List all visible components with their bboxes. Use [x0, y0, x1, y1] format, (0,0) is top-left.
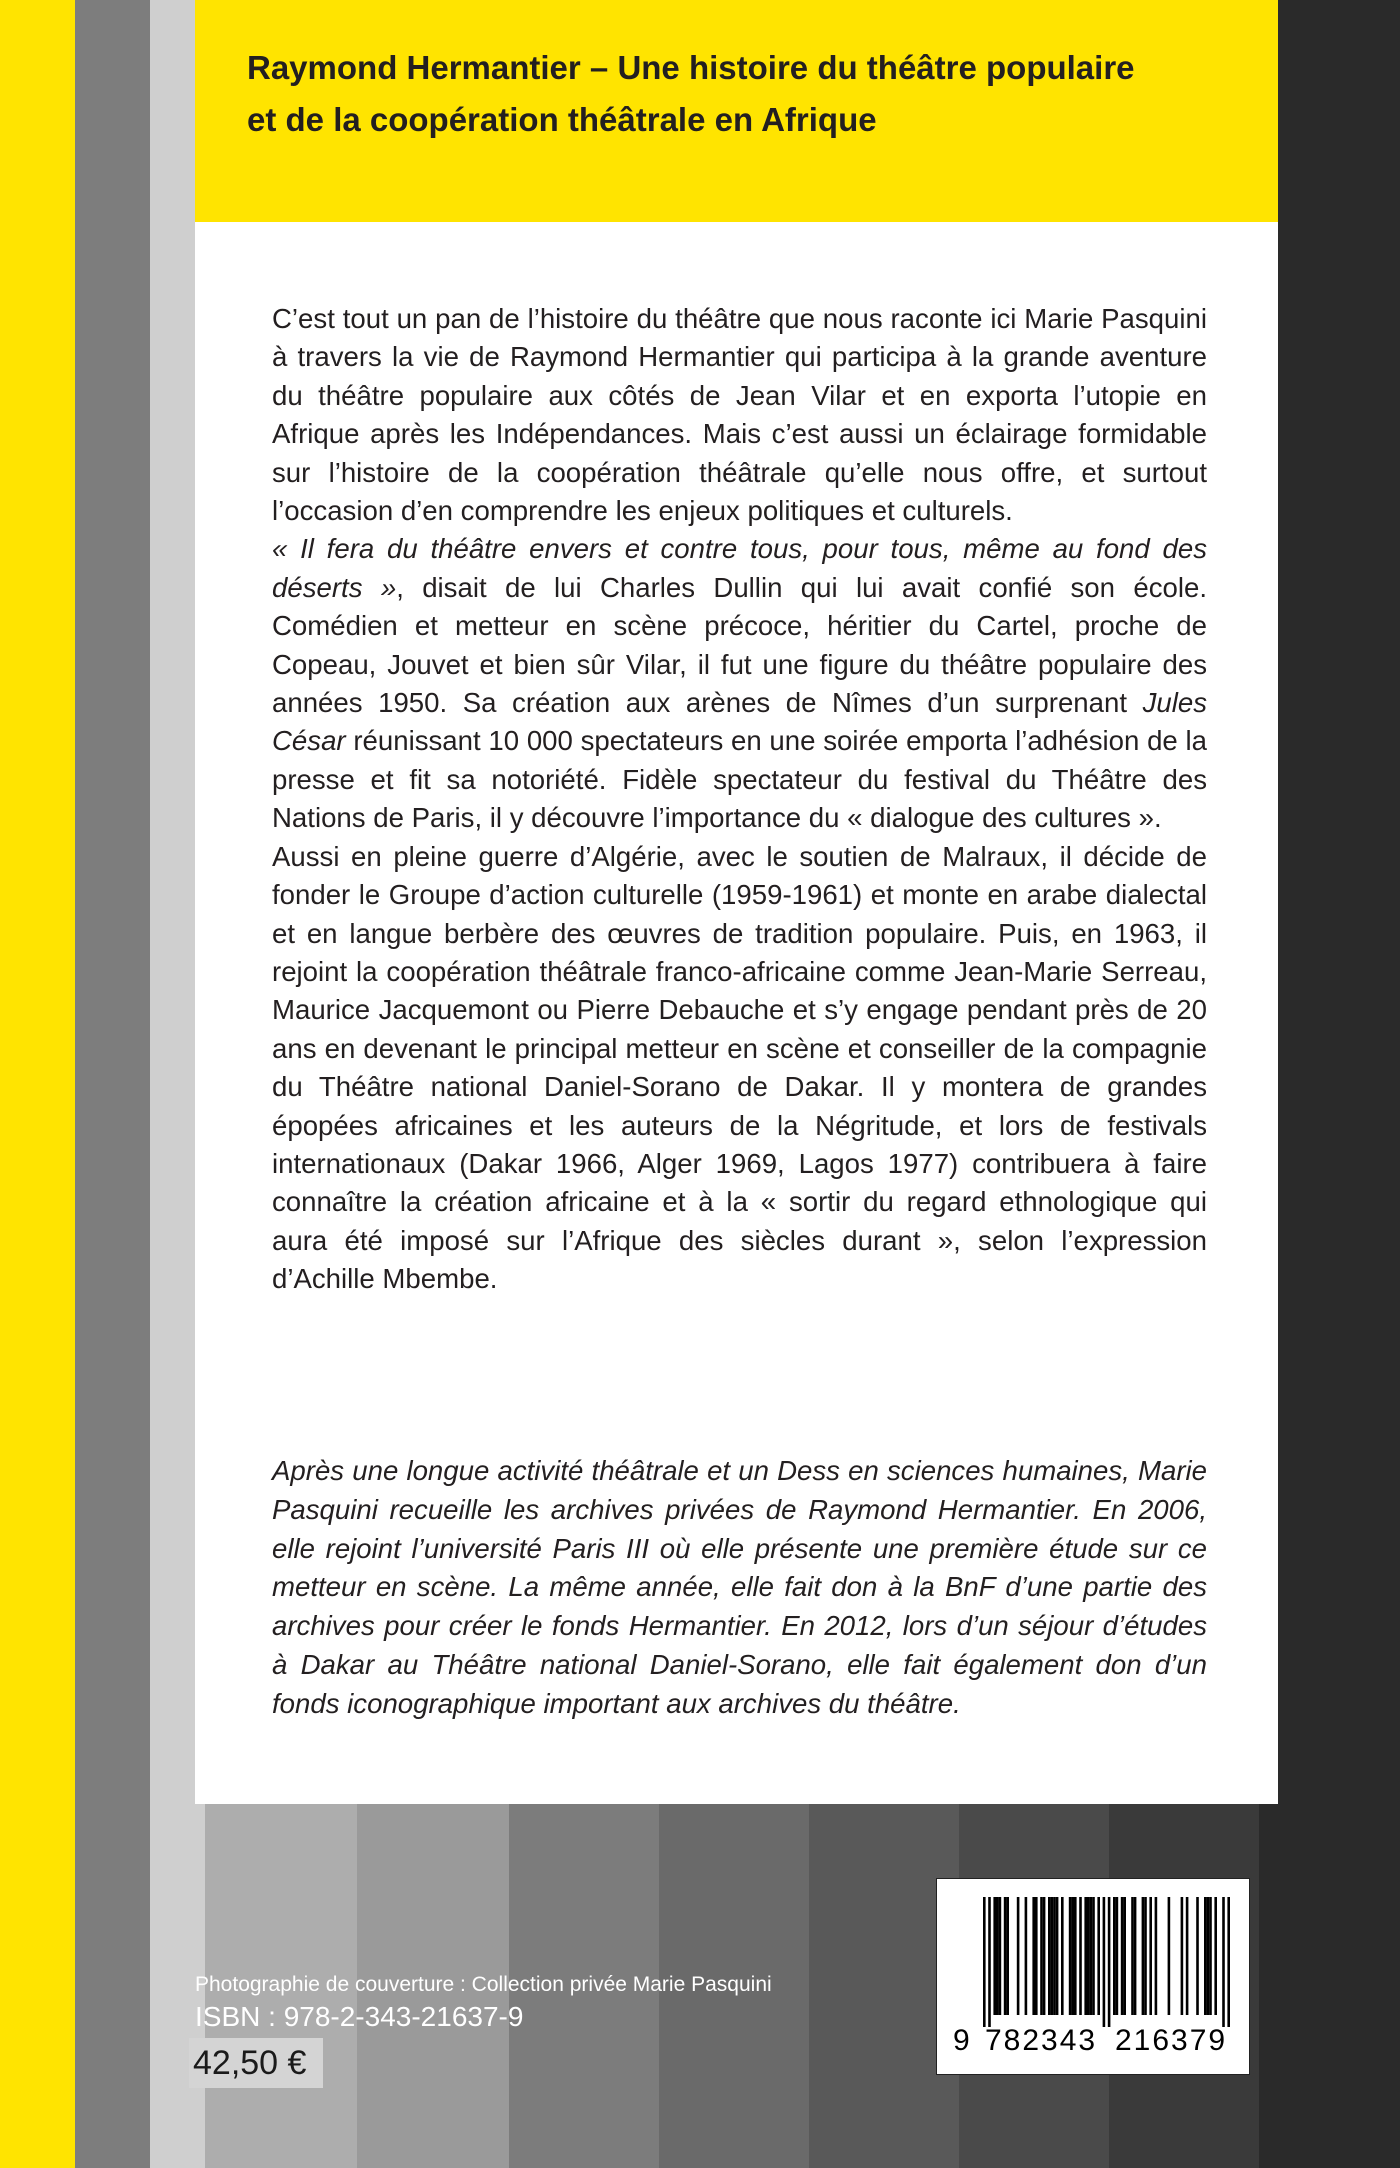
barcode-bar	[1074, 1897, 1077, 2015]
book-title-line-2: et de la coopération théâtrale en Afrique	[247, 101, 877, 138]
barcode-bar	[1116, 1897, 1119, 2015]
play-title-jules-cesar: Jules César	[272, 687, 1207, 757]
barcode-bar	[1149, 1897, 1152, 2015]
barcode-digits	[953, 2021, 1243, 2061]
barcode-bar	[1004, 1897, 1007, 2015]
barcode-bar	[1168, 1897, 1171, 2015]
barcode-bar	[1214, 1897, 1217, 2015]
barcode-bar	[1006, 1897, 1009, 2015]
photo-credit: Photographie de couverture : Collection privée Marie Pasquini	[195, 1973, 772, 1996]
blurb-paragraph-2	[272, 530, 1207, 837]
price-tag: 42,50 €	[189, 2038, 323, 2088]
barcode-bar	[1207, 1897, 1210, 2015]
barcode-digit-first: 9	[953, 2024, 970, 2057]
barcode-bar	[1155, 1897, 1158, 2015]
barcode-bar	[983, 1897, 986, 2027]
book-title	[247, 42, 1257, 146]
barcode-bar	[1035, 1897, 1038, 2015]
barcode-bar	[1227, 1897, 1230, 2027]
book-title-line-1: Raymond Hermantier – Une histoire du théâtre populaire	[247, 49, 1135, 86]
barcode-bar	[1043, 1897, 1046, 2015]
barcode-bar	[1071, 1897, 1074, 2015]
barcode-bar	[1181, 1897, 1184, 2015]
publication-info	[195, 1972, 772, 2034]
barcode-bar	[1040, 1897, 1043, 2015]
barcode-bar	[1084, 1897, 1087, 2015]
barcode-bar	[1061, 1897, 1064, 2015]
barcode-bar	[1123, 1897, 1126, 2015]
blurb-paragraph-3: Aussi en pleine guerre d’Algérie, avec le soutien de Malraux, il décide de fonder le Groupe d’action culturelle (1959-1961) et monte en arabe dialectal et en langue berbère des œuvres de tradition populaire. Puis, en 1963, il rejoint la coopération théâtrale franco-africaine comme Jean-Marie Serreau, Maurice Jacquemont ou Pierre Debauche et s’y engage pendant près de 20 ans en devenant le principal metteur en scène et conseiller de la compagnie du Théâtre national Daniel-Sorano de Dakar. Il y montera de grandes épopées africaines et les auteurs de la Négritude, et lors de festivals internationaux (Dakar 1966, Alger 1969, Lagos 1977) contribuera à faire connaître la création africaine et à la « sortir du regard ethnologique qui aura été imposé sur l’Afrique des siècles durant », selon l’expression d’Achille Mbembe.	[272, 840, 1207, 1295]
barcode-bar	[1032, 1897, 1035, 2015]
blurb-paragraph-1: C’est tout un pan de l’histoire du théâtre que nous raconte ici Marie Pasquini à travers la vie de Raymond Hermantier qui participa à la grande aventure du théâtre populaire aux côtés de Jean Vilar et en exporta l’utopie en Afrique après les Indépendances. Mais c’est aussi un éclairage formidable sur l’histoire de la coopération théâtrale qu’elle nous offre, et surtout l’occasion d’en comprendre les enjeux politiques et culturels.	[272, 303, 1207, 527]
barcode-bar	[993, 1897, 996, 2015]
barcode-bar	[1196, 1897, 1199, 2015]
barcode-label	[936, 1878, 1250, 2075]
barcode-bar	[1056, 1897, 1059, 2015]
book-blurb	[272, 300, 1207, 1299]
barcode-bar	[1204, 1897, 1207, 2015]
barcode-bar	[996, 1897, 999, 2015]
blurb-paragraph-2-text-a: , disait de lui Charles Dullin qui lui avait confié son école. Comédien et metteur en scène précoce, héritier du Cartel, proche de Copeau, Jouvet et bien sûr Vilar, il fut une figure du théâtre populaire des années 1950. Sa création aux arènes de Nîmes d’un surprenant	[272, 571, 1207, 719]
barcode-bar	[1087, 1897, 1090, 2015]
barcode-bar	[1108, 1897, 1111, 2027]
barcode-bar	[1051, 1897, 1054, 2015]
barcode-bar	[1053, 1897, 1056, 2015]
author-biography: Après une longue activité théâtrale et un Dess en sciences humaines, Marie Pasquini recueille les archives privées de Raymond Hermantier. En 2006, elle rejoint l’université Paris III où elle présente une première étude sur ce metteur en scène. La même année, elle fait don à la BnF d’une partie des archives pour créer le fonds Hermantier. En 2012, lors d’un séjour d’études à Dakar au Théâtre national Daniel-Sorano, elle fait également don d’un fonds iconographique important aux archives du théâtre.	[272, 1455, 1207, 1719]
barcode-bar	[1186, 1897, 1189, 2015]
barcode-bar	[1121, 1897, 1124, 2015]
barcode-digits-left: 782343	[985, 2024, 1098, 2057]
barcode-bar	[1144, 1897, 1147, 2015]
barcode-bar	[1092, 1897, 1095, 2015]
blurb-paragraph-2-text-b: réunissant 10 000 spectateurs en une soirée emporta l’adhésion de la presse et fit sa notoriété. Fidèle spectateur du festival du Théâtre des Nations de Paris, il y découvre l’importance du « dialogue des cultures ».	[272, 725, 1207, 834]
barcode-bar	[1113, 1897, 1116, 2015]
barcode-bar	[1131, 1897, 1134, 2015]
barcode-bar	[1134, 1897, 1137, 2015]
barcode-bar	[1025, 1897, 1028, 2015]
barcode-bar	[1103, 1897, 1106, 2027]
barcode-bar	[1079, 1897, 1082, 2015]
title-banner	[195, 0, 1278, 222]
barcode-bar	[1142, 1897, 1145, 2015]
barcode-bar	[1048, 1897, 1051, 2015]
barcode-bar	[1090, 1897, 1093, 2015]
barcode-bar	[1017, 1897, 1020, 2015]
isbn: ISBN : 978-2-343-21637-9	[195, 2001, 524, 2032]
barcode-bar	[1222, 1897, 1225, 2027]
dullin-quote: « Il fera du théâtre envers et contre tous, pour tous, même au fond des déserts »	[272, 533, 1207, 603]
barcode-bar	[988, 1897, 991, 2027]
barcode-bar	[1069, 1897, 1072, 2015]
barcode-digits-right: 216379	[1115, 2024, 1228, 2057]
barcode-bar	[1097, 1897, 1100, 2015]
barcode-bar	[1209, 1897, 1212, 2015]
back-cover-text-panel	[195, 222, 1278, 1804]
barcode-bar	[999, 1897, 1002, 2015]
